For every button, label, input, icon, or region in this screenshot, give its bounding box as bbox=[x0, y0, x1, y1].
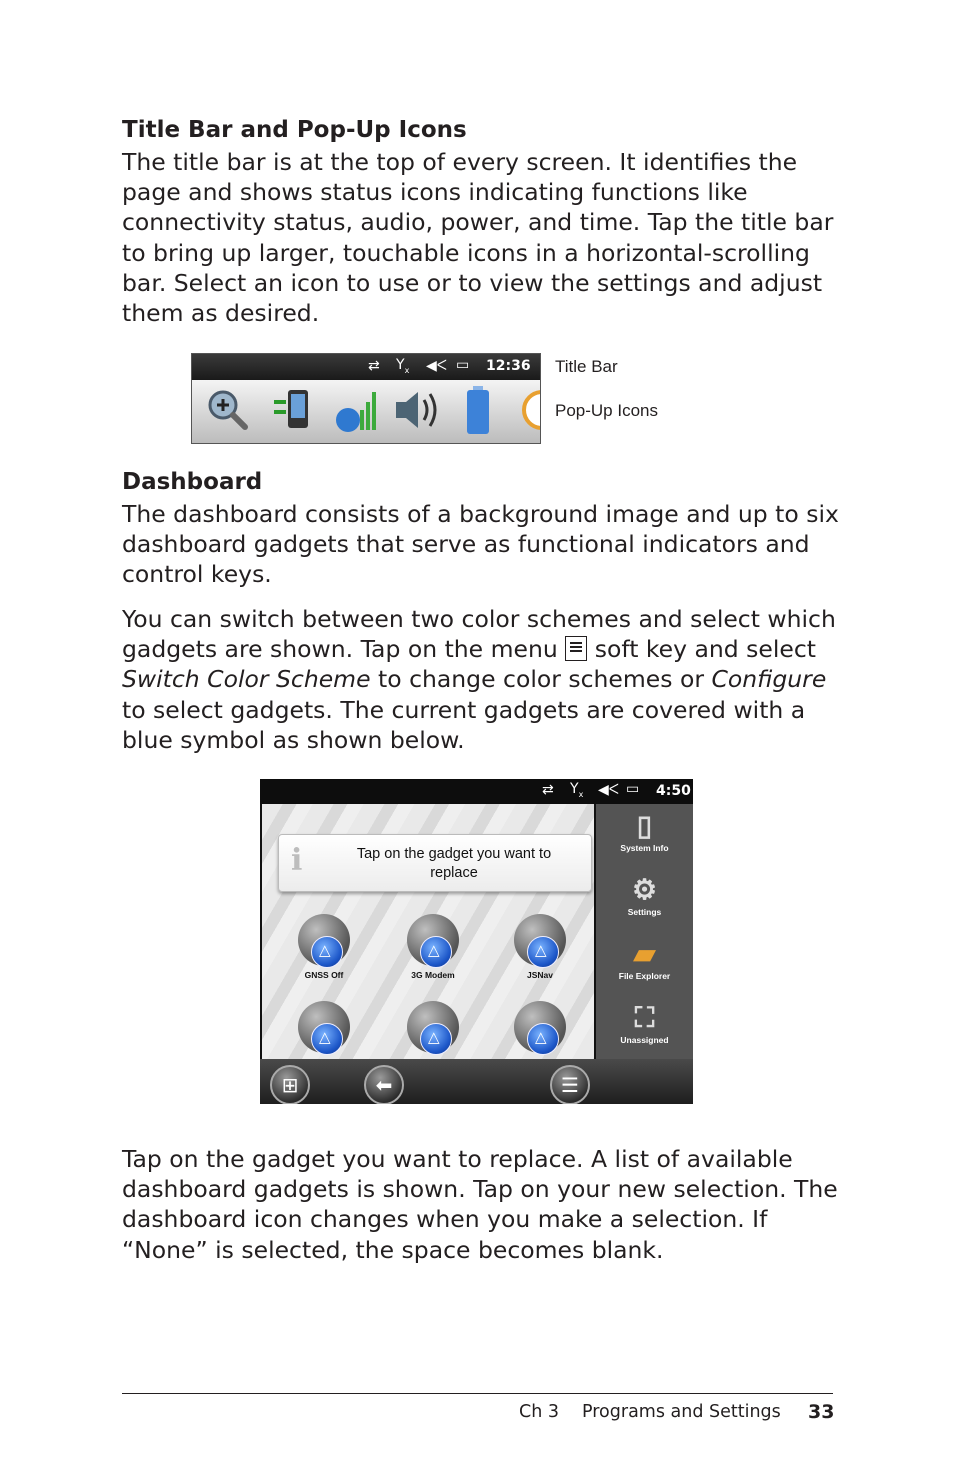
gadget-wifi[interactable] bbox=[284, 1001, 364, 1067]
replace-gadget-tooltip bbox=[278, 834, 592, 892]
side-item-system-info[interactable] bbox=[596, 809, 693, 853]
footer-chapter-title: Programs and Settings bbox=[582, 1402, 781, 1422]
gadget-label: JSNav bbox=[527, 970, 553, 980]
replace-gadget-description: Tap on the gadget you want to replace. A list of available dashboard gadgets is shown. Tap on your new selection. The dashboard icon changes when you make a selection. If “None” is selected, the space becomes blank. bbox=[122, 1145, 838, 1264]
info-icon: i bbox=[291, 843, 303, 878]
speaker-muted-icon: ◀︎ᐸ bbox=[426, 358, 447, 374]
replace-marker-icon bbox=[311, 1023, 343, 1055]
title-bar bbox=[192, 354, 540, 380]
dashboard-screenshot bbox=[260, 779, 693, 1104]
side-item-label: System Info bbox=[620, 843, 669, 853]
side-item-settings[interactable] bbox=[596, 873, 693, 917]
caption-popup-icons: Pop-Up Icons bbox=[555, 401, 658, 420]
menu-soft-key-icon bbox=[565, 636, 587, 661]
sync-icon: ⇄ bbox=[368, 358, 380, 374]
side-item-label: Settings bbox=[627, 907, 662, 917]
instr-part-b: soft key and select bbox=[594, 635, 816, 664]
battery-icon bbox=[464, 384, 494, 436]
clock-time: 12:36 bbox=[486, 358, 531, 374]
soft-key-bar bbox=[260, 1059, 693, 1104]
dashboard-side-panel bbox=[596, 804, 693, 1059]
instr-part-c: to change color schemes or bbox=[378, 665, 704, 694]
replace-marker-icon bbox=[311, 936, 343, 968]
connection-icon bbox=[272, 386, 314, 434]
replace-marker-icon bbox=[420, 1023, 452, 1055]
footer-chapter: Ch 3 bbox=[519, 1402, 560, 1422]
dashboard-description: The dashboard consists of a background image and up to six dashboard gadgets that serve as functional indicators and control keys. bbox=[122, 500, 839, 589]
dashboard-gadget-area bbox=[262, 804, 594, 1059]
side-item-label: Unassigned bbox=[620, 1035, 669, 1045]
dashboard-title-bar bbox=[260, 779, 693, 804]
gadget-gnss[interactable] bbox=[284, 914, 364, 980]
side-item-label: File Explorer bbox=[618, 971, 671, 981]
speaker-muted-icon: ◀︎ᐸ bbox=[598, 782, 619, 798]
gadget-label: 3G Modem bbox=[411, 970, 455, 980]
no-signal-icon: $Y_x$ bbox=[570, 781, 584, 799]
configure-term: Configure bbox=[711, 665, 827, 694]
side-item-unassigned[interactable] bbox=[596, 1001, 693, 1045]
instr-part-d: to select gadgets. The current gadgets are covered with a blue symbol as shown below. bbox=[122, 695, 806, 754]
zoom-icon bbox=[206, 388, 248, 432]
gear-icon: ⚙ bbox=[631, 874, 658, 905]
flashlight-icon bbox=[407, 1001, 459, 1053]
gadget-bluetooth[interactable] bbox=[500, 1001, 580, 1067]
map-pin-icon bbox=[514, 914, 566, 966]
popup-icon-bar bbox=[192, 380, 540, 443]
wifi-icon bbox=[298, 1001, 350, 1053]
sync-icon: ⇄ bbox=[542, 782, 554, 798]
caption-title-bar: Title Bar bbox=[555, 357, 618, 376]
clock-time: 4:50 bbox=[656, 783, 691, 799]
replace-marker-icon bbox=[420, 936, 452, 968]
gadget-label: GNSS Off bbox=[304, 970, 344, 980]
switch-color-scheme-term: Switch Color Scheme bbox=[122, 665, 371, 694]
page-number: 33 bbox=[808, 1401, 835, 1423]
gadget-3g-modem[interactable] bbox=[393, 914, 473, 980]
menu-icon[interactable]: ☰ bbox=[550, 1065, 590, 1104]
empty-slot-icon: ⛶ bbox=[634, 1002, 655, 1033]
battery-status-icon: ▭ bbox=[626, 781, 640, 797]
title-bar-figure bbox=[191, 353, 541, 444]
gadget-flashlight[interactable] bbox=[393, 1001, 473, 1067]
tooltip-text: Tap on the gadget you want to replace bbox=[356, 846, 552, 881]
title-bar-description: The title bar is at the top of every screen. It identifies the page and shows status icons indicating functions like connectivity status, audio, power, and time. Tap the title bar to bring up larger, touchable icons in a horizontal-scrolling bar. Select an icon to use or to view the settings and adjust them as desired. bbox=[122, 148, 834, 328]
side-item-file-explorer[interactable] bbox=[596, 937, 693, 981]
gadget-jsnav[interactable] bbox=[500, 914, 580, 980]
replace-marker-icon bbox=[527, 1023, 559, 1055]
windows-start-icon[interactable]: ⊞ bbox=[270, 1065, 310, 1104]
color-scheme-instructions bbox=[122, 604, 842, 755]
folder-icon: ▰ bbox=[633, 938, 656, 969]
back-arrow-icon[interactable]: ⬅ bbox=[364, 1065, 404, 1104]
phone-signal-icon bbox=[332, 384, 378, 436]
footer-rule bbox=[122, 1393, 833, 1394]
satellite-icon bbox=[298, 914, 350, 966]
modem-icon bbox=[407, 914, 459, 966]
battery-status-icon: ▭ bbox=[456, 357, 470, 373]
volume-icon bbox=[392, 388, 440, 432]
section-heading-title-bar: Title Bar and Pop-Up Icons bbox=[122, 117, 467, 143]
instr-part-a: You can switch between two color schemes and select which gadgets are shown. Tap on the menu bbox=[122, 605, 836, 664]
clock-icon bbox=[520, 388, 541, 432]
replace-marker-icon bbox=[527, 936, 559, 968]
bluetooth-icon bbox=[514, 1001, 566, 1053]
device-icon: ▯ bbox=[636, 810, 653, 841]
section-heading-dashboard: Dashboard bbox=[122, 469, 263, 495]
no-signal-icon: $Y_x$ bbox=[396, 357, 410, 375]
